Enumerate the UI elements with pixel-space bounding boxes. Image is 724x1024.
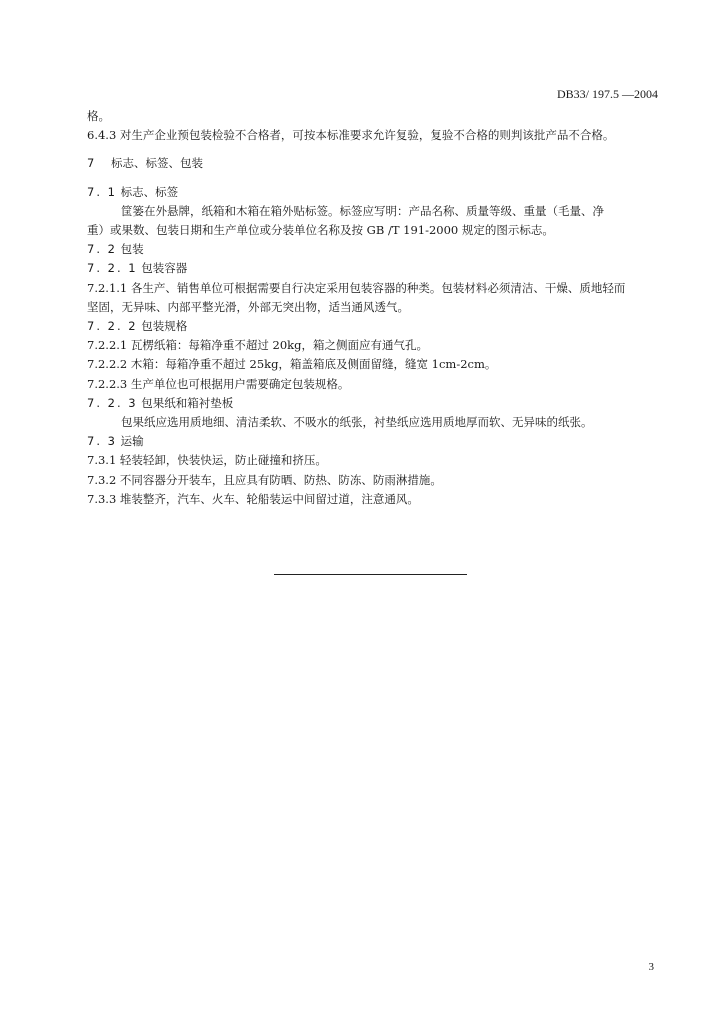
- paragraph-text: 格。: [87, 109, 110, 123]
- document-code: DB33/ 197.5 —2004: [556, 87, 658, 101]
- paragraph-text: 包果纸应选用质地细、清洁柔软、不吸水的纸张，衬垫纸应选用质地厚而软、无异味的纸张。: [121, 415, 593, 430]
- section-number: 7: [87, 156, 97, 171]
- section-number: 7. 2. 2: [87, 319, 138, 334]
- section-number: 7. 1: [87, 184, 117, 199]
- section-7-heading: [87, 154, 665, 173]
- clause-6-4-3: 6.4.3 对生产企业预包装检验不合格者，可按本标准要求允许复验，复验不合格的则判该批产品不合格。: [87, 128, 615, 143]
- paragraph-text: 筐篓在外悬牌，纸箱和木箱在箱外贴标签。标签应写明：产品名称、质量等级、重量（毛量、净: [121, 203, 604, 218]
- section-title: 标志、标签、包装: [110, 156, 203, 171]
- section-7-2-3-heading: [87, 394, 665, 413]
- section-number: 7. 2. 1: [87, 261, 138, 276]
- section-number: 7. 2: [87, 242, 117, 257]
- section-7-2-1-heading: [87, 259, 665, 278]
- section-title: 包装: [120, 242, 144, 257]
- section-title: 包装容器: [141, 261, 188, 276]
- section-title: 包装规格: [141, 319, 188, 334]
- document-body: [87, 107, 665, 509]
- clause-7-2-2-2: 7.2.2.2 木箱：每箱净重不超过 25kg，箱盖箱底及侧面留缝，缝宽 1cm-2cm。: [87, 357, 497, 372]
- paragraph-text: 重）或果数、包装日期和生产单位或分装单位名称及按 GB /T 191-2000 规定的图示标志。: [87, 223, 554, 238]
- section-7-3-heading: [87, 432, 665, 451]
- clause-7-3-1: 7.3.1 轻装轻卸，快装快运，防止碰撞和挤压。: [87, 453, 327, 468]
- section-number: 7. 3: [87, 434, 117, 449]
- section-7-2-heading: [87, 240, 665, 259]
- paragraph-text: 坚固，无异味、内部平整光滑，外部无突出物，适当通风透气。: [87, 299, 409, 314]
- clause-7-2-2-3: 7.2.2.3 生产单位也可根据用户需要确定包装规格。: [87, 376, 350, 391]
- clause-7-3-2: 7.3.2 不同容器分开装车，且应具有防晒、防热、防冻、防雨淋措施。: [87, 472, 442, 487]
- clause-7-3-3: 7.3.3 堆装整齐，汽车、火车、轮船装运中间留过道，注意通风。: [87, 491, 419, 506]
- clause-7-2-1-1: 7.2.1.1 各生产、销售单位可根据需要自行决定采用包装容器的种类。包装材料必须清洁、干燥、质地轻而: [87, 280, 626, 295]
- clause-7-2-2-1: 7.2.2.1 瓦楞纸箱：每箱净重不超过 20kg，箱之侧面应有通气孔。: [87, 338, 429, 353]
- section-title: 包果纸和箱衬垫板: [141, 395, 234, 410]
- end-rule-divider: [274, 574, 467, 575]
- section-title: 标志、标签: [120, 184, 179, 199]
- section-title: 运输: [120, 434, 144, 449]
- page-number: 3: [648, 961, 654, 973]
- section-number: 7. 2. 3: [87, 395, 138, 410]
- section-7-2-2-heading: [87, 317, 665, 336]
- section-7-1-heading: [87, 183, 665, 202]
